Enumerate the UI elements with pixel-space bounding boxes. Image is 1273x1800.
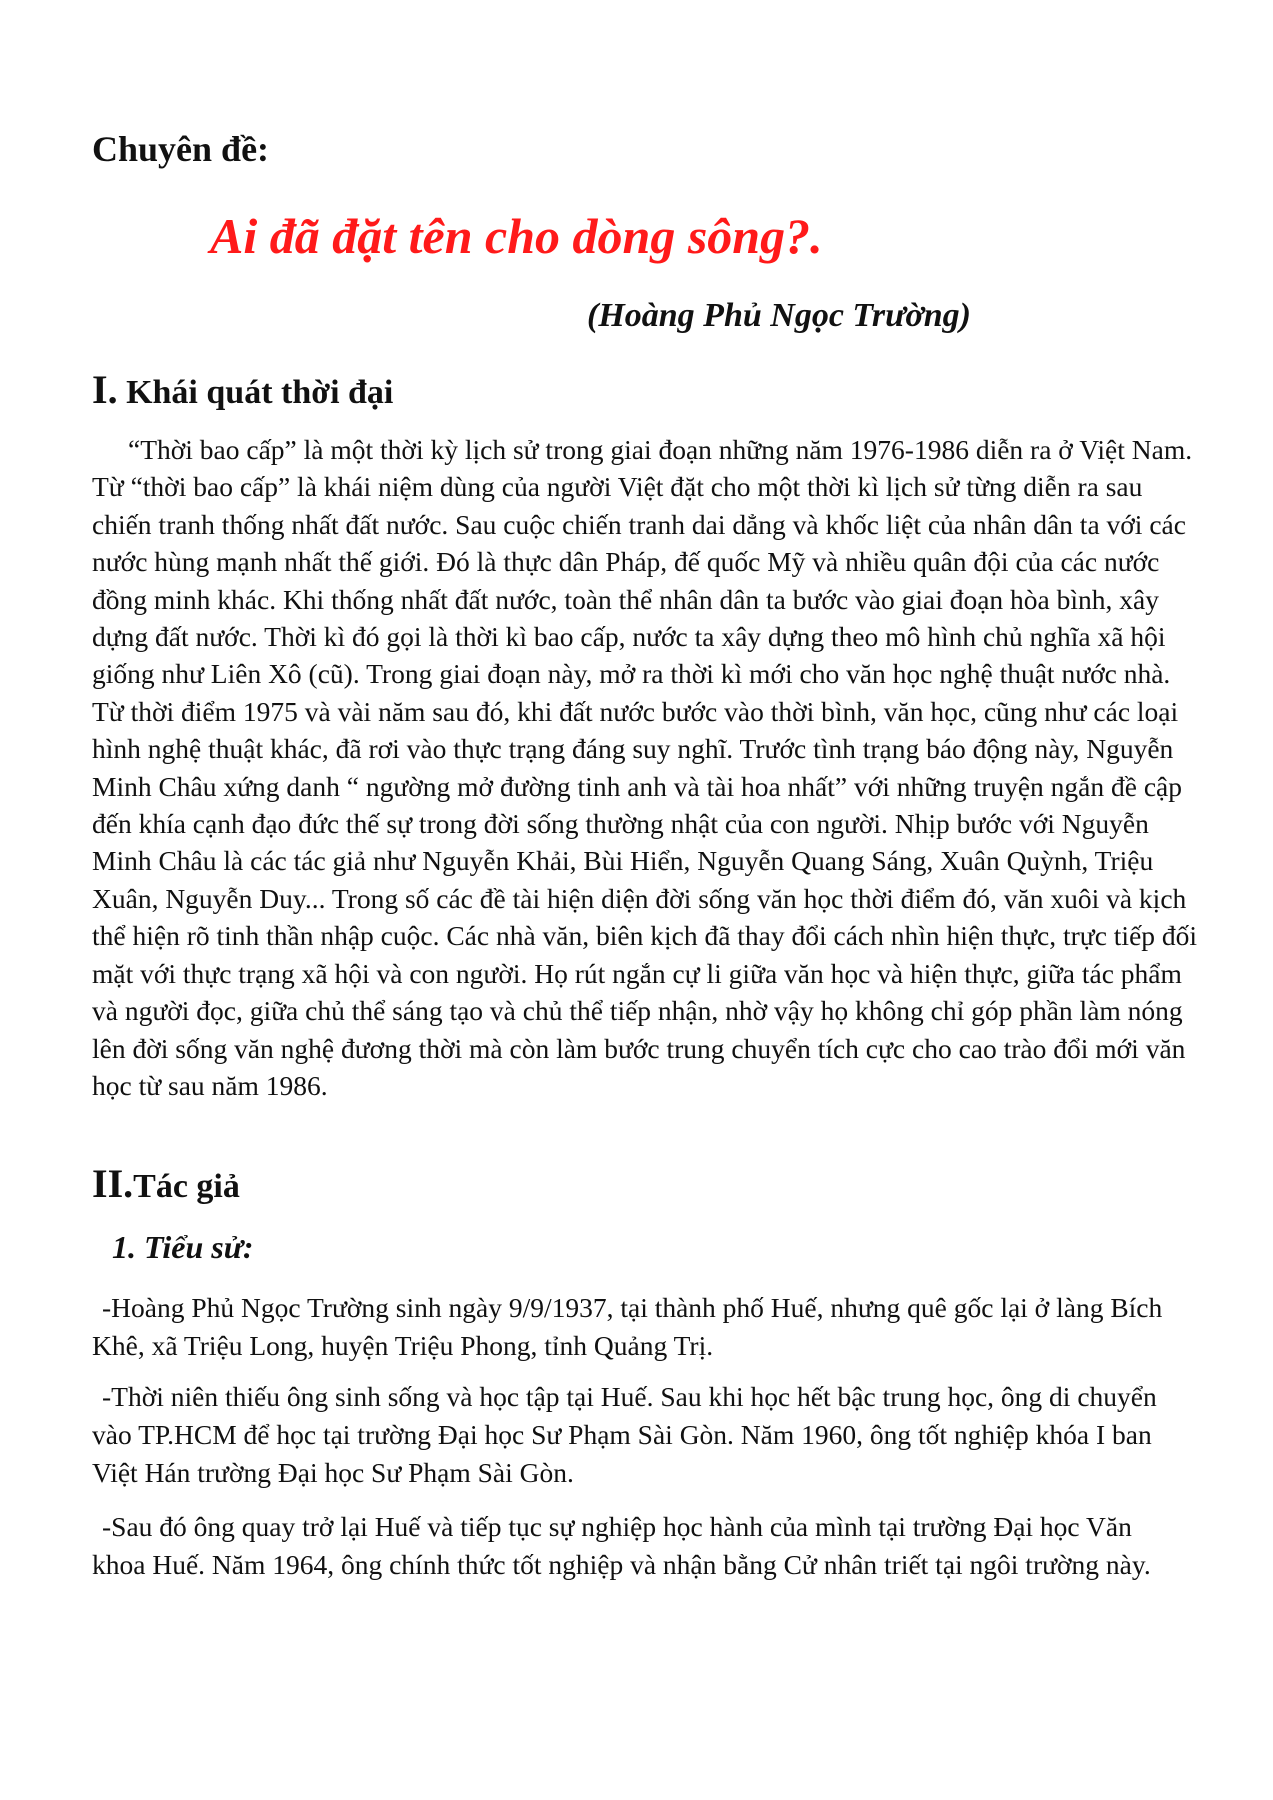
section-heading-overview [92,366,393,414]
biography-paragraph: -Sau đó ông quay trở lại Huế và tiếp tục sự nghiệp học hành của mình tại trường Đại học Văn khoa Huế. Năm 1964, ông chính thức tốt nghiệp và nhận bằng Cử nhân triết tại ngôi trường này. [92,1511,1151,1580]
subheading-biography: 1. Tiểu sử: [112,1229,254,1265]
section-title: Khái quát thời đại [117,374,394,411]
author-name: (Hoàng Phủ Ngọc Trường) [587,297,971,334]
overview-paragraph: “Thời bao cấp” là một thời kỳ lịch sử trong giai đoạn những năm 1976-1986 diễn ra ở Việt Nam. Từ “thời bao cấp” là khái niệm dùng của người Việt đặt cho một thời kì lịch sử từng diễn ra sau chiến tranh thống nhất đất nước. Sau cuộc chiến tranh dai dẳng và khốc liệt của nhân dân ta với các nước hùng mạnh nhất thế giới. Đó là thực dân Pháp, đế quốc Mỹ và nhiều quân đội của các nước đồng minh khác. Khi thống nhất đất nước, toàn thể nhân dân ta bước vào giai đoạn hòa bình, xây dựng đất nước. Thời kì đó gọi là thời kì bao cấp, nước ta xây dựng theo mô hình chủ nghĩa xã hội giống như Liên Xô (cũ). Trong giai đoạn này, mở ra thời kì mới cho văn học nghệ thuật nước nhà. Từ thời điểm 1975 và vài năm sau đó, khi đất nước bước vào thời bình, văn học, cũng như các loại hình nghệ thuật khác, đã rơi vào thực trạng đáng suy nghĩ. Trước tình trạng báo động này, Nguyễn Minh Châu xứng danh “ ngường mở đường tinh anh và tài hoa nhất” với những truyện ngắn đề cập đến khía cạnh đạo đức thế sự trong đời sống thường nhật của con người. Nhịp bước với Nguyễn Minh Châu là các tác giả như Nguyễn Khải, Bùi Hiển, Nguyễn Quang Sáng, Xuân Quỳnh, Triệu Xuân, Nguyễn Duy... Trong số các đề tài hiện diện đời sống văn học thời điểm đó, văn xuôi và kịch thể hiện rõ tinh thần nhập cuộc. Các nhà văn, biên kịch đã thay đổi cách nhìn hiện thực, trực tiếp đối mặt với thực trạng xã hội và con người. Họ rút ngắn cự li giữa văn học và hiện thực, giữa tác phẩm và người đọc, giữa chủ thể sáng tạo và chủ thể tiếp nhận, nhờ vậy họ không chỉ góp phần làm nóng lên đời sống văn nghệ đương thời mà còn làm bước trung chuyển tích cực cho cao trào đổi mới văn học từ sau năm 1986. [92,434,1198,1101]
section-title: Tác giả [133,1168,240,1205]
section-numeral: I. [92,367,118,412]
document-title: Ai đã đặt tên cho dòng sông?. [210,208,823,264]
topic-label: Chuyên đề: [92,129,270,169]
section-heading-author [92,1160,240,1208]
biography-paragraph: -Thời niên thiếu ông sinh sống và học tập tại Huế. Sau khi học hết bậc trung học, ông di chuyển vào TP.HCM để học tại trường Đại học Sư Phạm Sài Gòn. Năm 1960, ông tốt nghiệp khóa I ban Việt Hán trường Đại học Sư Phạm Sài Gòn. [92,1381,1157,1488]
biography-paragraph: -Hoàng Phủ Ngọc Trường sinh ngày 9/9/1937, tại thành phố Huế, nhưng quê gốc lại ở làng Bích Khê, xã Triệu Long, huyện Triệu Phong, tỉnh Quảng Trị. [92,1292,1163,1361]
section-numeral: II. [92,1161,134,1206]
